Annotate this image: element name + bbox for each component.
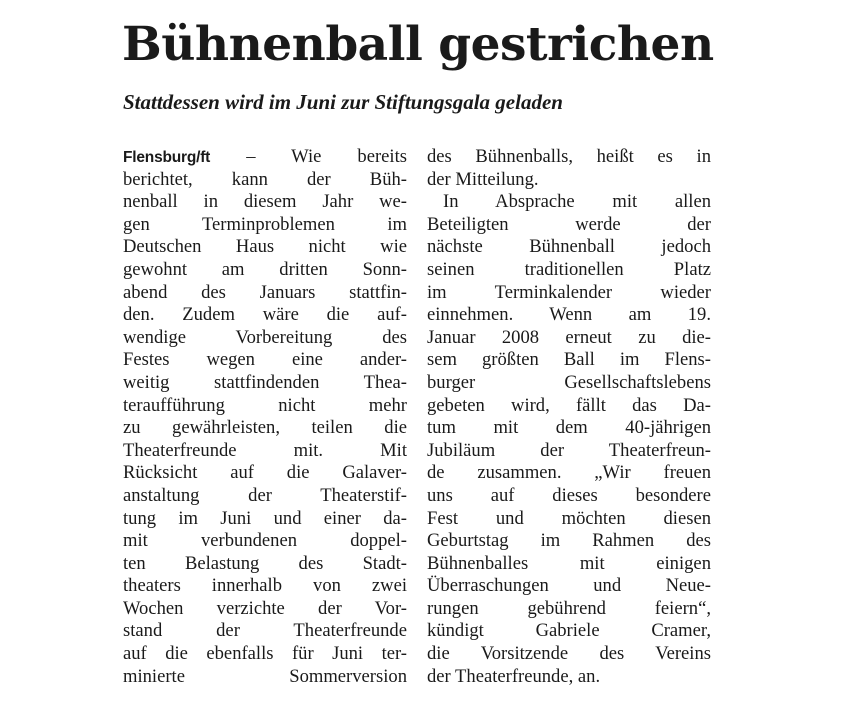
text-line: die Vorsitzende des Vereins <box>427 643 711 665</box>
text-line: minierte Sommerversion <box>123 665 407 687</box>
text-line: Festes wegen eine ander- <box>123 349 407 371</box>
text-line: des Bühnenballs, heißt es in <box>427 146 711 167</box>
text-line: Fest und möchten diesen <box>427 507 711 529</box>
text-line: Geburtstag im Rahmen des <box>427 530 711 552</box>
text-line: im Terminkalender wieder <box>427 281 711 303</box>
text-line: stand der Theaterfreunde <box>123 620 407 642</box>
text-line: einnehmen. Wenn am 19. <box>427 304 711 326</box>
text-line: sem größten Ball im Flens- <box>427 349 711 371</box>
dateline: Flensburg/ft <box>123 149 211 166</box>
text-line: burger Gesellschaftslebens <box>427 371 711 393</box>
text-line: gewohnt am dritten Sonn- <box>123 258 407 280</box>
text-line: Deutschen Haus nicht wie <box>123 236 407 258</box>
text-line: der Mitteilung. <box>427 168 539 190</box>
text-line: theaters innerhalb von zwei <box>123 575 407 597</box>
text-line: weitig stattfindenden Thea- <box>123 371 407 393</box>
article-column-left <box>123 146 407 688</box>
text-line: berichtet, kann der Büh- <box>123 168 407 190</box>
text-line: Wochen verzichte der Vor- <box>123 597 407 619</box>
text-line: ten Belastung des Stadt- <box>123 552 407 574</box>
text-line: auf die ebenfalls für Juni ter- <box>123 643 407 665</box>
text-line: de zusammen. „Wir freuen <box>427 462 711 484</box>
text-line: gen Terminproblemen im <box>123 213 407 235</box>
text-line: Theaterfreunde mit. Mit <box>123 439 407 461</box>
text-line-content: – Wie bereits <box>246 146 407 167</box>
text-line: anstaltung der Theaterstif- <box>123 484 407 506</box>
text-line: In Absprache mit allen <box>443 191 711 213</box>
text-line: nächste Bühnenball jedoch <box>427 236 711 258</box>
text-line: zu gewährleisten, teilen die <box>123 417 407 439</box>
text-line: tum mit dem 40-jährigen <box>427 417 711 439</box>
text-line: tung im Juni und einer da- <box>123 507 407 529</box>
text-line: Überraschungen und Neue- <box>427 575 711 597</box>
article-column-right <box>427 146 711 688</box>
text-line: Bühnenballes mit einigen <box>427 552 711 574</box>
text-line: abend des Januars stattfin- <box>123 281 407 303</box>
text-line: kündigt Gabriele Cramer, <box>427 620 711 642</box>
text-line: den. Zudem wäre die auf- <box>123 304 407 326</box>
text-line <box>123 146 407 169</box>
headline: Bühnenball gestrichen <box>122 17 714 72</box>
text-line: gebeten wird, fällt das Da- <box>427 394 711 416</box>
text-line: rungen gebührend feiern“, <box>427 597 711 619</box>
text-line: mit verbundenen doppel- <box>123 530 407 552</box>
subheadline: Stattdessen wird im Juni zur Stiftungsgala geladen <box>123 90 563 114</box>
text-line: Beteiligten werde der <box>427 213 711 235</box>
text-line: wendige Vorbereitung des <box>123 326 407 348</box>
text-line: nenball in diesem Jahr we- <box>123 191 407 213</box>
text-line: seinen traditionellen Platz <box>427 258 711 280</box>
text-line: uns auf dieses besondere <box>427 484 711 506</box>
text-line: Januar 2008 erneut zu die- <box>427 326 711 348</box>
text-line: teraufführung nicht mehr <box>123 394 407 416</box>
text-line: Rücksicht auf die Galaver- <box>123 462 407 484</box>
text-line: Jubiläum der Theaterfreun- <box>427 439 711 461</box>
text-line: der Theaterfreunde, an. <box>427 665 601 687</box>
